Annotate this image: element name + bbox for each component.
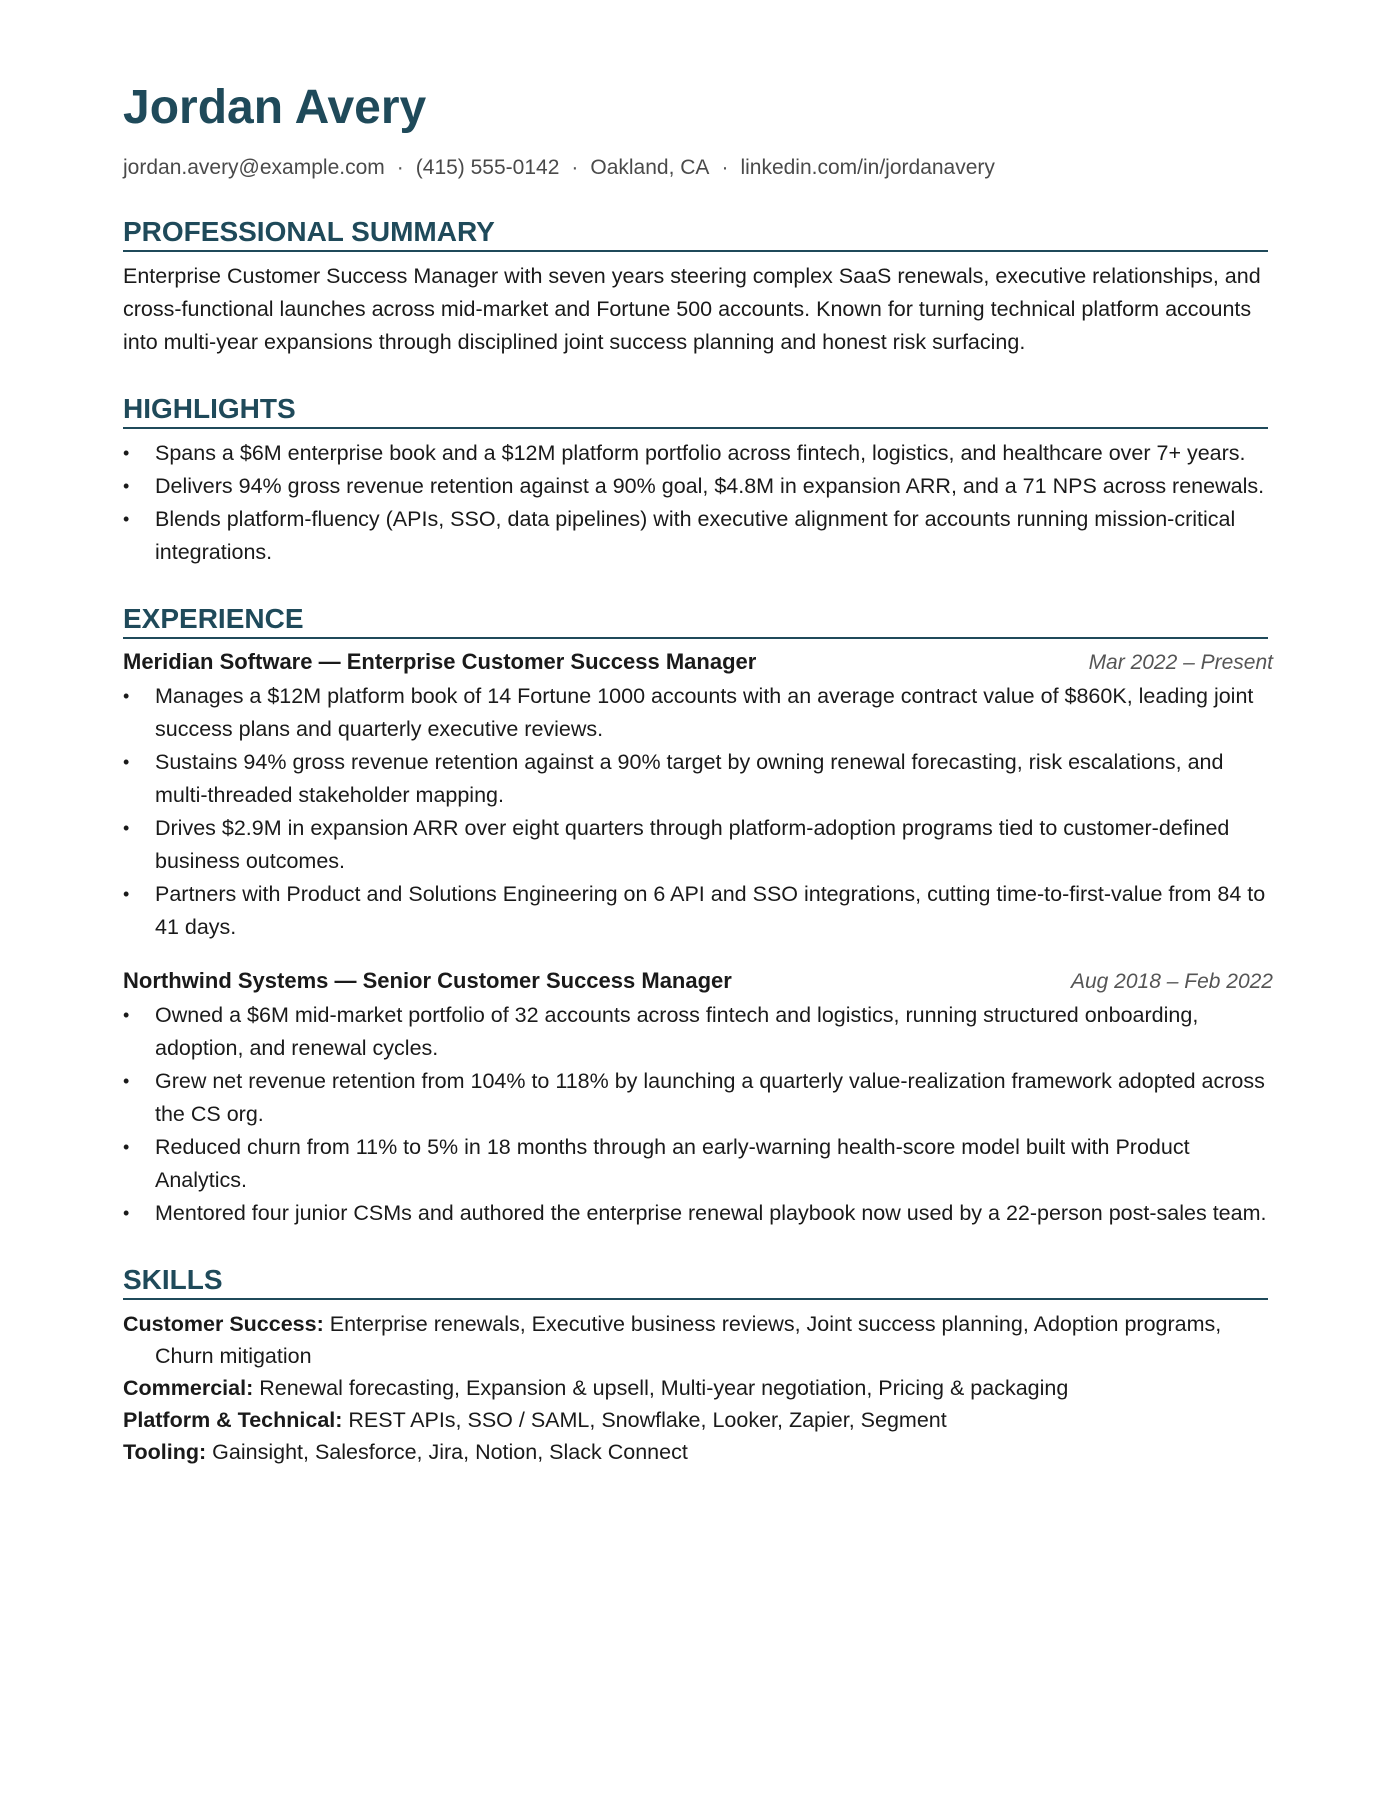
section-title-summary: PROFESSIONAL SUMMARY <box>123 216 1268 252</box>
highlights-list <box>123 437 1268 569</box>
skill-row <box>123 1372 1273 1404</box>
bullet-icon: • <box>123 1005 130 1025</box>
summary-text: Enterprise Customer Success Manager with seven years steering complex SaaS renewals, executive relationships, and cross-functional launches across mid-market and Fortune 500 accounts. Known for turning technical platform accounts into multi-year expansions through disciplined joint success planning and honest risk surfacing. <box>123 264 1261 354</box>
bullet-icon: • <box>123 752 130 772</box>
bullet-icon: • <box>123 443 130 463</box>
skill-row <box>123 1308 1273 1372</box>
bullet-icon: • <box>123 476 130 496</box>
job-entry <box>123 966 1273 1230</box>
list-item-text: Reduced churn from 11% to 5% in 18 months through an early-warning health-score model built with Product Analytics. <box>155 1135 1190 1192</box>
skill-label: Platform & Technical: <box>123 1408 343 1432</box>
bullet-icon: • <box>123 686 130 706</box>
contact-email[interactable]: jordan.avery@example.com <box>123 156 385 179</box>
list-item-text: Partners with Product and Solutions Engineering on 6 API and SSO integrations, cutting time-to-first-value from 84 to 41 days. <box>155 882 1266 939</box>
list-item <box>123 1197 1273 1230</box>
job-header <box>123 966 1273 997</box>
list-item-text: Sustains 94% gross revenue retention against a 90% target by owning renewal forecasting, risk escalations, and multi-threaded stakeholder mapping. <box>155 750 1224 807</box>
highlights-section <box>123 393 1268 569</box>
contact-location: Oakland, CA <box>590 156 710 179</box>
job-header <box>123 647 1273 678</box>
list-item-text: Blends platform-fluency (APIs, SSO, data pipelines) with executive alignment for accounts running mission-critical integrations. <box>155 507 1236 564</box>
list-item <box>123 878 1273 944</box>
skills-list <box>123 1308 1268 1468</box>
list-item-text: Drives $2.9M in expansion ARR over eight quarters through platform-adoption programs tied to customer-defined business outcomes. <box>155 816 1230 873</box>
list-item <box>123 503 1273 569</box>
contact-separator: · <box>721 156 729 179</box>
list-item-text: Owned a $6M mid-market portfolio of 32 accounts across fintech and logistics, running structured onboarding, adoption, and renewal cycles. <box>155 1003 1199 1060</box>
summary-section <box>123 216 1268 359</box>
list-item <box>123 999 1273 1065</box>
skills-section <box>123 1264 1268 1468</box>
bullet-icon: • <box>123 1203 130 1223</box>
list-item <box>123 437 1273 470</box>
job-bullets <box>123 999 1268 1230</box>
experience-section <box>123 603 1273 1230</box>
skill-row <box>123 1404 1273 1436</box>
list-item <box>123 1131 1273 1197</box>
list-item <box>123 1065 1273 1131</box>
section-title-skills: SKILLS <box>123 1264 1268 1300</box>
skill-row <box>123 1436 1273 1468</box>
job-dates: Aug 2018 – Feb 2022 <box>1070 970 1273 993</box>
skill-label: Customer Success: <box>123 1312 324 1336</box>
candidate-name: Jordan Avery <box>123 81 427 134</box>
bullet-icon: • <box>123 818 130 838</box>
skill-label: Commercial: <box>123 1376 254 1400</box>
list-item-text: Delivers 94% gross revenue retention against a 90% goal, $4.8M in expansion ARR, and a 71 NPS across renewals. <box>155 474 1265 498</box>
list-item <box>123 470 1273 503</box>
contact-line <box>123 154 1268 182</box>
job-entry <box>123 647 1273 944</box>
skill-value: Gainsight, Salesforce, Jira, Notion, Slack Connect <box>212 1440 688 1464</box>
skill-value: Renewal forecasting, Expansion & upsell, Multi-year negotiation, Pricing & packaging <box>259 1376 1069 1400</box>
skill-label: Tooling: <box>123 1440 207 1464</box>
bullet-icon: • <box>123 509 130 529</box>
contact-separator: · <box>396 156 404 179</box>
job-title: Meridian Software — Enterprise Customer Success Manager <box>123 649 757 674</box>
skill-value: Enterprise renewals, Executive business reviews, Joint success planning, Adoption programs, Churn mitigation <box>155 1312 1222 1368</box>
list-item <box>123 746 1273 812</box>
bullet-icon: • <box>123 1071 130 1091</box>
contact-phone[interactable]: (415) 555-0142 <box>415 156 560 179</box>
list-item-text: Mentored four junior CSMs and authored the enterprise renewal playbook now used by a 22-person post-sales team. <box>155 1201 1267 1225</box>
skill-value: REST APIs, SSO / SAML, Snowflake, Looker, Zapier, Segment <box>348 1408 947 1432</box>
section-title-experience: EXPERIENCE <box>123 603 1268 639</box>
list-item-text: Spans a $6M enterprise book and a $12M platform portfolio across fintech, logistics, and healthcare over 7+ years. <box>155 441 1246 465</box>
bullet-icon: • <box>123 1137 130 1157</box>
list-item <box>123 812 1273 878</box>
list-item-text: Manages a $12M platform book of 14 Fortune 1000 accounts with an average contract value of $860K, leading joint success plans and quarterly executive reviews. <box>155 684 1254 741</box>
list-item-text: Grew net revenue retention from 104% to 118% by launching a quarterly value-realization framework adopted across the CS org. <box>155 1069 1265 1126</box>
job-title: Northwind Systems — Senior Customer Success Manager <box>123 968 732 993</box>
contact-linkedin[interactable]: linkedin.com/in/jordanavery <box>740 156 995 179</box>
job-dates: Mar 2022 – Present <box>1088 651 1273 674</box>
bullet-icon: • <box>123 884 130 904</box>
job-bullets <box>123 680 1268 944</box>
section-title-highlights: HIGHLIGHTS <box>123 393 1268 429</box>
contact-separator: · <box>571 156 579 179</box>
list-item <box>123 680 1273 746</box>
